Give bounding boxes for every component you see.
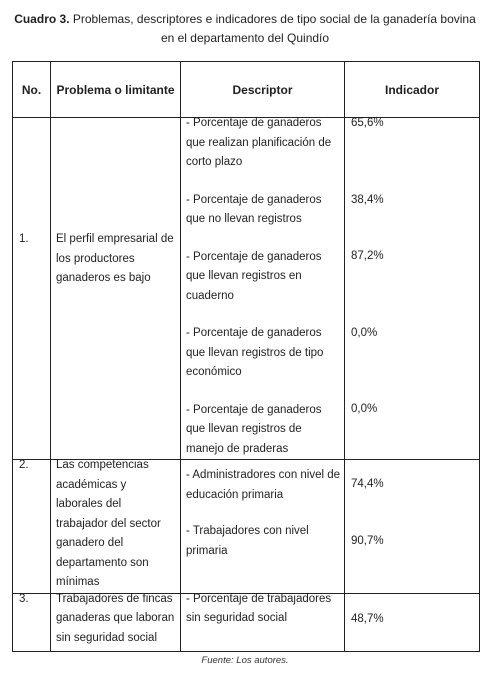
descriptor-item: - Porcentaje de ganaderos que realizan planificación de corto plazo [186,117,332,168]
indicator-value: 0,0% [351,403,378,415]
data-table [12,61,480,652]
indicator-cell [345,460,480,594]
indicator-value: 0,0% [351,326,378,339]
descriptor-item: - Porcentaje de ganaderos que no llevan registros [186,193,322,225]
table-row [13,118,480,460]
problem-cell: Las competencias académicas y laborales del trabajador del sector ganadero del departamento son mínimas [51,460,181,594]
header-problem: Problema o limitante [51,62,181,118]
problem-cell: Trabajadores de fincas ganaderas que laboran sin seguridad social [51,593,181,651]
descriptor-item: - Administradores con nivel de educación primaria [186,469,341,501]
descriptor-cell [181,460,345,594]
descriptor-item: - Trabajadores con nivel primaria [186,525,309,557]
indicator-cell [345,118,480,460]
indicator-value: 90,7% [351,534,384,547]
caption-label: Cuadro 3. [14,12,70,26]
descriptor-cell [181,593,345,651]
indicator-cell [345,593,480,651]
indicator-value: 38,4% [351,193,384,206]
header-descriptor: Descriptor [181,62,345,118]
indicator-value: 74,4% [351,478,384,490]
descriptor-item: - Porcentaje de ganaderos que llevan registros en cuaderno [186,250,322,302]
header-indicator: Indicador [345,62,480,118]
row-number: 1. [13,118,51,460]
problem-cell: El perfil empresarial de los productores ganaderos es bajo [51,118,181,460]
table-caption [10,10,480,48]
source-text: Los autores. [236,655,289,666]
descriptor-item: - Porcentaje de ganaderos que llevan registros de tipo económico [186,327,324,378]
indicator-value: 65,6% [351,117,384,129]
descriptor-item: - Porcentaje de ganaderos que llevan registros de manejo de praderas [186,403,322,455]
source-label: Fuente: [201,655,234,666]
row-number: 2. [13,460,51,594]
caption-text: Problemas, descriptores e indicadores de tipo social de la ganadería bovina en el departamento del Quindío [72,12,476,45]
header-no: No. [13,62,51,118]
indicator-value: 87,2% [351,250,384,262]
indicator-value: 48,7% [351,612,384,625]
source-note [0,655,490,666]
table-row [13,460,480,594]
table-row [13,593,480,651]
header-row [13,62,480,118]
row-number: 3. [13,593,51,651]
descriptor-item: - Porcentaje de trabajadores sin seguridad social [186,592,332,624]
descriptor-cell [181,118,345,460]
